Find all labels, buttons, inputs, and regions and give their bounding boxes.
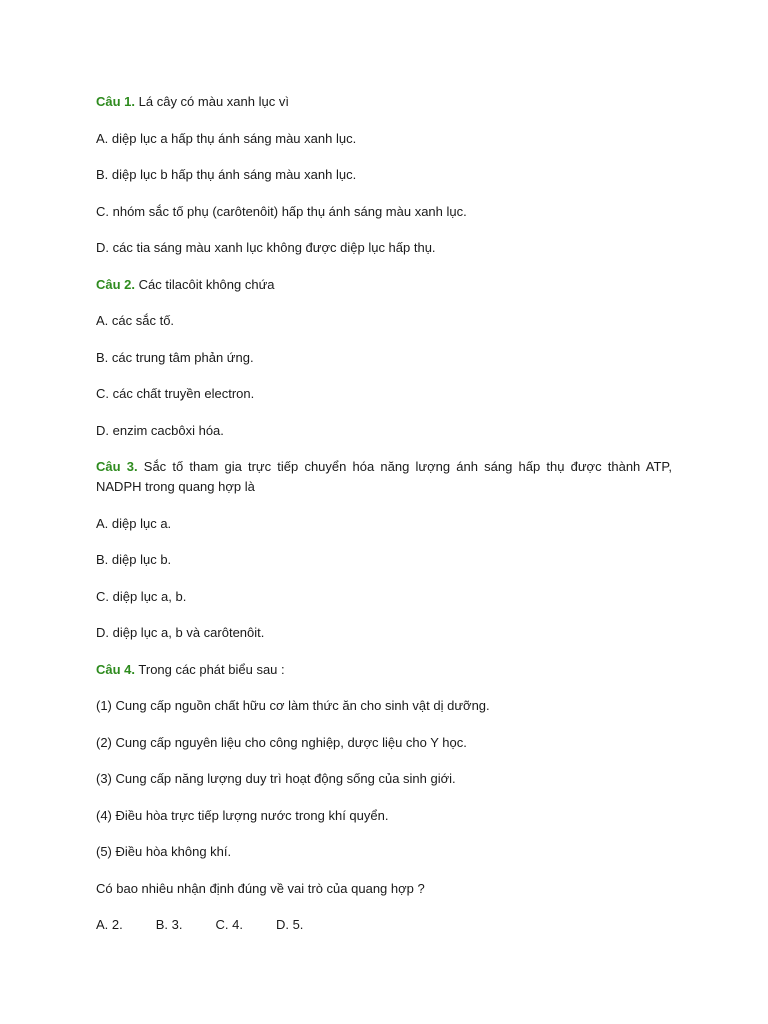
option-line: A. diệp lục a. [96,515,172,531]
option-line: C. nhóm sắc tố phụ (carôtenôit) hấp thụ ánh sáng màu xanh lục. [96,203,467,219]
question-label: Câu 1. [96,94,136,109]
question-text: Sắc tố tham gia trực tiếp chuyển hóa năng lượng ánh sáng hấp thụ được thành ATP, NADPH trong quang hợp là [96,459,672,494]
option-line: B. các trung tâm phản ứng. [96,349,254,365]
option-line: D. diệp lục a, b và carôtenôit. [96,625,265,640]
option-line: D. enzim cacbôxi hóa. [96,422,224,438]
question-text: Lá cây có màu xanh lục vì [138,94,289,109]
answer-option-c: C. 4. [215,917,243,932]
statement-line: (1) Cung cấp nguồn chất hữu cơ làm thức ăn cho sinh vật dị dưỡng. [96,698,490,713]
option-line: D. các tia sáng màu xanh lục không được diệp lục hấp thụ. [96,240,436,255]
option-line: C. các chất truyền electron. [96,386,255,401]
option-line: A. diệp lục a hấp thụ ánh sáng màu xanh lục. [96,130,357,146]
answer-option-a: A. 2. [96,917,123,932]
option-line: A. các sắc tố. [96,313,175,328]
question-2 [96,275,672,295]
question-3 [96,457,672,497]
statement-line: (4) Điều hòa trực tiếp lượng nước trong khí quyển. [96,807,389,823]
question-label: Câu 2. [96,276,136,292]
question-label: Câu 3. [96,459,138,474]
question-label: Câu 4. [96,661,136,677]
option-line: B. diệp lục b. [96,552,172,567]
question-text: Trong các phát biểu sau : [138,661,285,677]
option-line: C. diệp lục a, b. [96,588,187,604]
statement-line: (3) Cung cấp năng lượng duy trì hoạt động sống của sinh giới. [96,771,456,786]
answer-option-d: D. 5. [275,917,304,932]
question-1 [96,92,672,112]
question-4 [96,660,672,680]
statement-line: (2) Cung cấp nguyên liệu cho công nghiệp, dược liệu cho Y học. [96,734,467,750]
statement-line: (5) Điều hòa không khí. [96,844,232,859]
option-line: B. diệp lục b hấp thụ ánh sáng màu xanh lục. [96,167,357,182]
question-prompt: Có bao nhiêu nhận định đúng về vai trò của quang hợp ? [96,880,425,896]
question-text: Các tilacôit không chứa [138,276,275,292]
answer-option-b: B. 3. [155,917,183,932]
answer-options-row [96,915,672,935]
